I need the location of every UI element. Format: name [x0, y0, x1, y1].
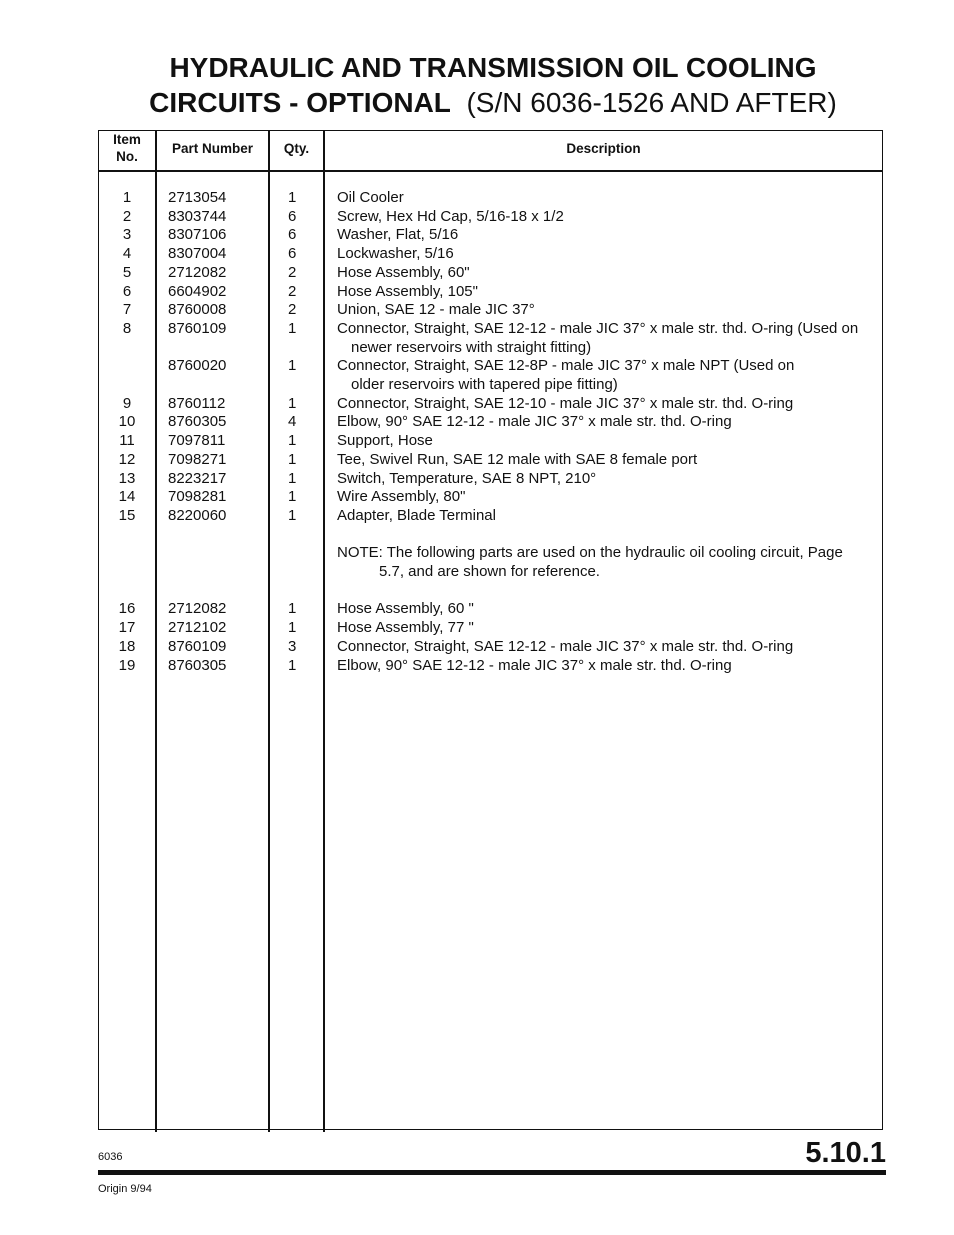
description-continuation: newer reservoirs with straight fitting)	[351, 338, 592, 356]
header-item-line1: Item	[113, 132, 141, 147]
item-number: 10	[118, 413, 136, 431]
part-number: 2713054	[168, 189, 227, 206]
quantity: 1	[288, 600, 297, 618]
table-row-continuation	[99, 376, 882, 395]
table-row	[99, 357, 882, 376]
quantity: 3	[288, 637, 297, 655]
table-row	[99, 320, 882, 339]
description: Hose Assembly, 60 "	[337, 600, 474, 618]
description: Hose Assembly, 105"	[337, 282, 478, 300]
item-number: 16	[118, 600, 136, 618]
note-row-continuation	[99, 563, 882, 582]
quantity: 1	[288, 394, 297, 412]
item-number: 12	[118, 450, 136, 468]
quantity: 1	[288, 656, 297, 674]
header-item-line2: No.	[116, 149, 138, 164]
note-text-continuation: 5.7, and are shown for reference.	[379, 563, 600, 581]
note-text: NOTE: The following parts are used on the hydraulic oil cooling circuit, Page	[337, 544, 843, 562]
table-row	[99, 226, 882, 245]
quantity: 1	[288, 450, 297, 468]
table-row	[99, 638, 882, 657]
description: Connector, Straight, SAE 12-10 - male JIC 37° x male str. thd. O-ring	[337, 394, 794, 412]
table-row	[99, 395, 882, 414]
table-row	[99, 451, 882, 470]
item-number: 3	[122, 226, 132, 244]
item-number: 2	[122, 207, 132, 225]
description: Screw, Hex Hd Cap, 5/16-18 x 1/2	[337, 207, 564, 225]
quantity: 2	[288, 263, 297, 281]
description: Wire Assembly, 80"	[337, 488, 466, 506]
header-item-no	[99, 131, 155, 165]
item-number: 11	[119, 432, 135, 450]
item-number: 18	[118, 637, 136, 655]
part-number: 8760112	[168, 394, 226, 412]
part-number: 8303744	[168, 207, 227, 225]
page-title	[0, 50, 954, 120]
title-serial-range: (S/N 6036-1526 AND AFTER)	[466, 87, 837, 118]
description-continuation: older reservoirs with tapered pipe fitting)	[351, 376, 618, 394]
part-number: 8760109	[168, 319, 227, 337]
title-line-2	[0, 85, 954, 120]
title-line-1: HYDRAULIC AND TRANSMISSION OIL COOLING	[169, 52, 817, 83]
item-number: 17	[118, 619, 136, 637]
description: Connector, Straight, SAE 12-8P - male JIC 37° x male NPT (Used on	[337, 357, 795, 375]
part-number: 7097811	[168, 432, 226, 450]
table-row	[99, 619, 882, 638]
footer-rule	[98, 1170, 886, 1175]
part-number: 8307106	[168, 226, 227, 244]
part-number-blank	[155, 376, 268, 395]
quantity: 1	[288, 506, 297, 524]
table-row	[99, 264, 882, 283]
table-row	[99, 488, 882, 507]
item-number-blank	[99, 563, 155, 582]
parts-table-body	[99, 189, 882, 675]
part-number: 7098271	[168, 450, 227, 468]
description: Lockwasher, 5/16	[337, 245, 454, 263]
part-number: 6604902	[168, 282, 227, 300]
part-number: 2712102	[168, 619, 227, 637]
description: Connector, Straight, SAE 12-12 - male JIC 37° x male str. thd. O-ring (Used on	[337, 319, 859, 337]
item-number: 4	[122, 245, 132, 263]
part-number: 8760305	[168, 413, 227, 431]
part-number: 8220060	[168, 506, 227, 524]
quantity: 1	[288, 357, 297, 375]
table-row	[99, 432, 882, 451]
item-number-blank	[99, 339, 155, 358]
table-row	[99, 301, 882, 320]
description: Connector, Straight, SAE 12-12 - male JIC 37° x male str. thd. O-ring	[337, 637, 794, 655]
title-line-2-bold: CIRCUITS - OPTIONAL	[149, 87, 451, 118]
model-code: 6036	[98, 1151, 123, 1163]
part-number-blank	[155, 563, 268, 582]
item-number: 8	[122, 319, 132, 337]
quantity: 2	[288, 282, 297, 300]
quantity: 1	[288, 469, 297, 487]
table-row	[99, 507, 882, 526]
description: Washer, Flat, 5/16	[337, 226, 459, 244]
quantity: 6	[288, 245, 297, 263]
item-number: 1	[122, 189, 132, 206]
description: Tee, Swivel Run, SAE 12 male with SAE 8 female port	[337, 450, 698, 468]
row-gap	[99, 526, 882, 545]
quantity: 2	[288, 301, 297, 319]
item-number: 7	[122, 301, 132, 319]
item-number-blank	[99, 544, 155, 563]
quantity: 1	[288, 432, 297, 450]
quantity: 6	[288, 207, 297, 225]
quantity-blank	[268, 544, 323, 563]
item-number: 5	[122, 263, 132, 281]
table-row	[99, 600, 882, 619]
part-number-blank	[155, 339, 268, 358]
row-gap	[99, 582, 882, 601]
part-number: 7098281	[168, 488, 227, 506]
item-number: 13	[118, 469, 136, 487]
header-qty: Qty.	[283, 141, 310, 156]
table-row	[99, 413, 882, 432]
quantity-blank	[268, 376, 323, 395]
item-number: 19	[118, 656, 136, 674]
description: Switch, Temperature, SAE 8 NPT, 210°	[337, 469, 597, 487]
part-number: 8760008	[168, 301, 227, 319]
quantity: 1	[288, 488, 297, 506]
origin-date: Origin 9/94	[98, 1183, 152, 1195]
description: Hose Assembly, 77 "	[337, 619, 474, 637]
item-number: 9	[122, 394, 132, 412]
header-description: Description	[566, 141, 641, 156]
description: Elbow, 90° SAE 12-12 - male JIC 37° x male str. thd. O-ring	[337, 656, 732, 674]
quantity: 1	[288, 189, 297, 206]
description: Oil Cooler	[337, 189, 404, 206]
quantity-blank	[268, 339, 323, 358]
quantity: 6	[288, 226, 297, 244]
table-row	[99, 208, 882, 227]
table-row	[99, 657, 882, 676]
note-row	[99, 544, 882, 563]
description: Support, Hose	[337, 432, 433, 450]
page-number: 5.10.1	[805, 1137, 886, 1169]
header-part-number: Part Number	[171, 141, 254, 156]
item-number: 6	[122, 282, 132, 300]
quantity: 1	[288, 319, 297, 337]
item-number: 14	[118, 488, 136, 506]
part-number-blank	[155, 544, 268, 563]
description: Hose Assembly, 60"	[337, 263, 470, 281]
item-number	[99, 357, 155, 376]
part-number: 8307004	[168, 245, 227, 263]
part-number: 8760305	[168, 656, 227, 674]
part-number: 2712082	[168, 600, 227, 618]
part-number: 8760020	[168, 357, 227, 375]
quantity: 4	[288, 413, 297, 431]
part-number: 8760109	[168, 637, 227, 655]
header-divider	[98, 170, 883, 172]
quantity: 1	[288, 619, 297, 637]
item-number-blank	[99, 376, 155, 395]
quantity-blank	[268, 563, 323, 582]
table-row	[99, 470, 882, 489]
item-number: 15	[118, 506, 136, 524]
part-number: 8223217	[168, 469, 227, 487]
table-row	[99, 245, 882, 264]
table-row	[99, 283, 882, 302]
table-row	[99, 189, 882, 208]
description: Adapter, Blade Terminal	[337, 506, 496, 524]
part-number: 2712082	[168, 263, 227, 281]
description: Union, SAE 12 - male JIC 37°	[337, 301, 535, 319]
description: Elbow, 90° SAE 12-12 - male JIC 37° x male str. thd. O-ring	[337, 413, 732, 431]
table-row-continuation	[99, 339, 882, 358]
